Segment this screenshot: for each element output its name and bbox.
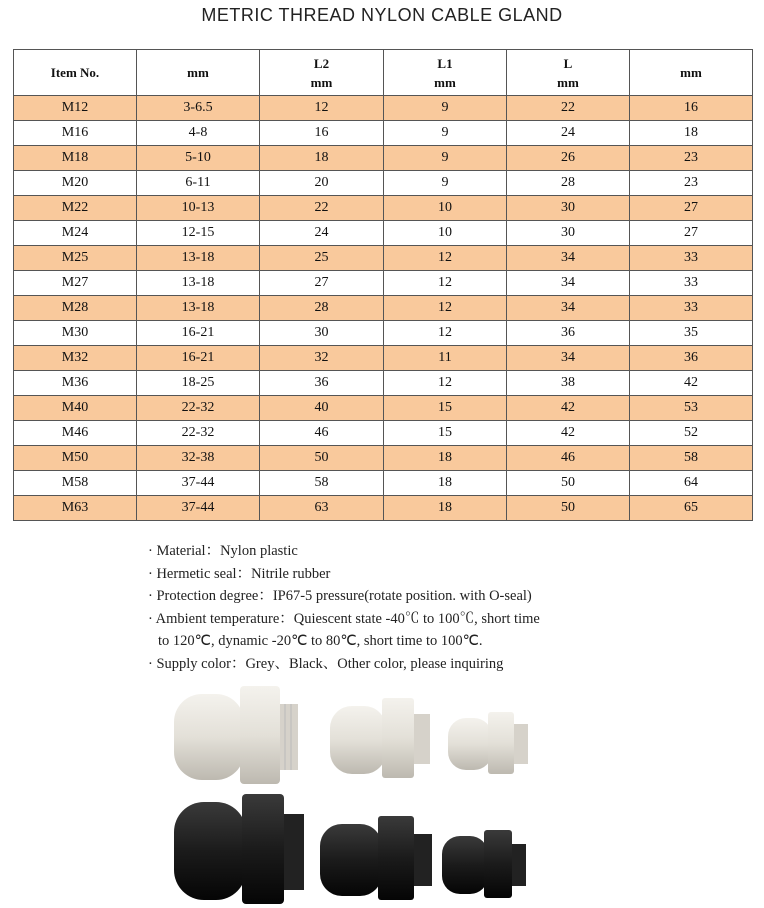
table-cell: 42 <box>630 371 753 396</box>
table-cell: 23 <box>630 146 753 171</box>
column-header-label: L2 <box>313 55 330 71</box>
table-cell: 16 <box>260 121 384 146</box>
column-header-label: mm <box>680 65 702 80</box>
table-cell: 34 <box>507 296 630 321</box>
table-cell: 18-25 <box>137 371 260 396</box>
table-cell: M24 <box>14 221 137 246</box>
white-cable-gland-medium-icon <box>330 698 430 778</box>
table-cell: 12 <box>384 296 507 321</box>
table-cell: 38 <box>507 371 630 396</box>
table-cell: 16-21 <box>137 346 260 371</box>
table-cell: 27 <box>260 271 384 296</box>
table-cell: 24 <box>507 121 630 146</box>
note-protection-degree: · Protection degree：IP67-5 pressure(rotate position. with O-seal) <box>148 588 532 604</box>
table-cell: M16 <box>14 121 137 146</box>
table-row <box>14 221 753 246</box>
column-header <box>137 50 260 96</box>
table-cell: M32 <box>14 346 137 371</box>
note-material: · Material：Nylon plastic <box>148 543 298 559</box>
table-cell: 52 <box>630 421 753 446</box>
table-cell: 12 <box>384 371 507 396</box>
table-cell: 63 <box>260 496 384 521</box>
table-cell: 18 <box>384 471 507 496</box>
table-cell: M20 <box>14 171 137 196</box>
table-cell: 36 <box>260 371 384 396</box>
note-hermetic-seal: · Hermetic seal：Nitrile rubber <box>148 565 331 582</box>
table-cell: 24 <box>260 221 384 246</box>
table-cell: 46 <box>507 446 630 471</box>
table-cell: M27 <box>14 271 137 296</box>
table-cell: 36 <box>630 346 753 371</box>
table-cell: M58 <box>14 471 137 496</box>
column-header-label: mm <box>187 65 209 80</box>
table-cell: 18 <box>384 496 507 521</box>
cable-gland-photo <box>160 678 590 906</box>
table-cell: 32-38 <box>137 446 260 471</box>
table-cell: 40 <box>260 396 384 421</box>
column-header-unit: mm <box>557 74 579 90</box>
table-cell: 15 <box>384 396 507 421</box>
note-supply-color: · Supply color：Grey、Black、Other color, please inquiring <box>148 655 504 672</box>
black-cable-gland-medium-icon <box>320 816 432 900</box>
table-cell: 50 <box>507 471 630 496</box>
table-row <box>14 421 753 446</box>
table-cell: 36 <box>507 321 630 346</box>
table-cell: 12 <box>384 271 507 296</box>
table-cell: 4-8 <box>137 121 260 146</box>
table-cell: 18 <box>260 146 384 171</box>
table-row <box>14 321 753 346</box>
table-cell: 26 <box>507 146 630 171</box>
table-cell: 22 <box>507 96 630 121</box>
table-cell: 12 <box>384 321 507 346</box>
table-cell: 34 <box>507 346 630 371</box>
table-row <box>14 271 753 296</box>
table-cell: 34 <box>507 271 630 296</box>
table-cell: 22-32 <box>137 421 260 446</box>
table-cell: 30 <box>507 221 630 246</box>
spec-table <box>13 49 753 521</box>
table-cell: 12 <box>260 96 384 121</box>
column-header <box>384 50 507 96</box>
table-cell: 58 <box>260 471 384 496</box>
table-row <box>14 196 753 221</box>
note-ambient-temperature: · Ambient temperature：Quiescent state -40℃ to 100℃, short time <box>148 610 540 627</box>
table-cell: M22 <box>14 196 137 221</box>
table-cell: 46 <box>260 421 384 446</box>
table-cell: M18 <box>14 146 137 171</box>
table-row <box>14 146 753 171</box>
white-cable-gland-small-icon <box>448 712 528 774</box>
table-cell: 50 <box>507 496 630 521</box>
column-header-label: L <box>563 55 573 71</box>
table-cell: M25 <box>14 246 137 271</box>
table-cell: M36 <box>14 371 137 396</box>
table-cell: 13-18 <box>137 246 260 271</box>
table-cell: M30 <box>14 321 137 346</box>
table-cell: 42 <box>507 396 630 421</box>
black-cable-gland-small-icon <box>442 830 526 898</box>
table-cell: M28 <box>14 296 137 321</box>
table-cell: 34 <box>507 246 630 271</box>
table-cell: 23 <box>630 171 753 196</box>
table-cell: 28 <box>260 296 384 321</box>
table-cell: 9 <box>384 171 507 196</box>
table-cell: 30 <box>507 196 630 221</box>
table-cell: 13-18 <box>137 296 260 321</box>
table-cell: 16 <box>630 96 753 121</box>
table-row <box>14 296 753 321</box>
table-cell: 9 <box>384 96 507 121</box>
table-row <box>14 171 753 196</box>
table-cell: M12 <box>14 96 137 121</box>
table-cell: 16-21 <box>137 321 260 346</box>
page-title: METRIC THREAD NYLON CABLE GLAND <box>201 5 563 25</box>
table-cell: 50 <box>260 446 384 471</box>
table-cell: 9 <box>384 146 507 171</box>
table-cell: 10 <box>384 221 507 246</box>
table-cell: 33 <box>630 246 753 271</box>
table-row <box>14 246 753 271</box>
table-cell: 25 <box>260 246 384 271</box>
table-cell: 13-18 <box>137 271 260 296</box>
table-cell: 53 <box>630 396 753 421</box>
table-cell: 65 <box>630 496 753 521</box>
table-cell: M46 <box>14 421 137 446</box>
note-ambient-temperature-cont: to 120℃, dynamic -20℃ to 80℃, short time to 100℃. <box>158 633 483 649</box>
table-cell: 42 <box>507 421 630 446</box>
column-header <box>507 50 630 96</box>
column-header-unit: mm <box>434 74 456 90</box>
table-cell: 6-11 <box>137 171 260 196</box>
table-cell: 9 <box>384 121 507 146</box>
table-row <box>14 371 753 396</box>
table-row <box>14 446 753 471</box>
table-cell: 18 <box>384 446 507 471</box>
table-cell: 28 <box>507 171 630 196</box>
table-cell: 11 <box>384 346 507 371</box>
table-cell: 22 <box>260 196 384 221</box>
table-cell: 5-10 <box>137 146 260 171</box>
table-row <box>14 396 753 421</box>
column-header-label: Item No. <box>50 65 100 80</box>
table-cell: 22-32 <box>137 396 260 421</box>
table-body <box>14 96 753 521</box>
table-cell: 58 <box>630 446 753 471</box>
table-header-row <box>14 50 753 96</box>
table-cell: M63 <box>14 496 137 521</box>
table-row <box>14 346 753 371</box>
table-cell: 12-15 <box>137 221 260 246</box>
table-cell: 33 <box>630 296 753 321</box>
table-cell: M50 <box>14 446 137 471</box>
table-cell: 12 <box>384 246 507 271</box>
table-cell: 27 <box>630 221 753 246</box>
table-cell: 20 <box>260 171 384 196</box>
column-header <box>630 50 753 96</box>
table-cell: 3-6.5 <box>137 96 260 121</box>
table-cell: M40 <box>14 396 137 421</box>
table-row <box>14 496 753 521</box>
white-cable-gland-large-icon <box>174 686 298 784</box>
column-header-label: L1 <box>437 55 453 71</box>
table-cell: 37-44 <box>137 496 260 521</box>
column-header-unit: mm <box>310 74 333 90</box>
column-header <box>260 50 384 96</box>
black-cable-gland-large-icon <box>174 794 304 904</box>
table-cell: 18 <box>630 121 753 146</box>
spec-notes <box>148 540 618 675</box>
table-cell: 27 <box>630 196 753 221</box>
table-cell: 32 <box>260 346 384 371</box>
table-cell: 10 <box>384 196 507 221</box>
table-row <box>14 96 753 121</box>
table-cell: 30 <box>260 321 384 346</box>
table-row <box>14 471 753 496</box>
table-cell: 64 <box>630 471 753 496</box>
table-cell: 15 <box>384 421 507 446</box>
table-cell: 35 <box>630 321 753 346</box>
table-cell: 33 <box>630 271 753 296</box>
table-row <box>14 121 753 146</box>
column-header <box>14 50 137 96</box>
table-cell: 10-13 <box>137 196 260 221</box>
table-cell: 37-44 <box>137 471 260 496</box>
